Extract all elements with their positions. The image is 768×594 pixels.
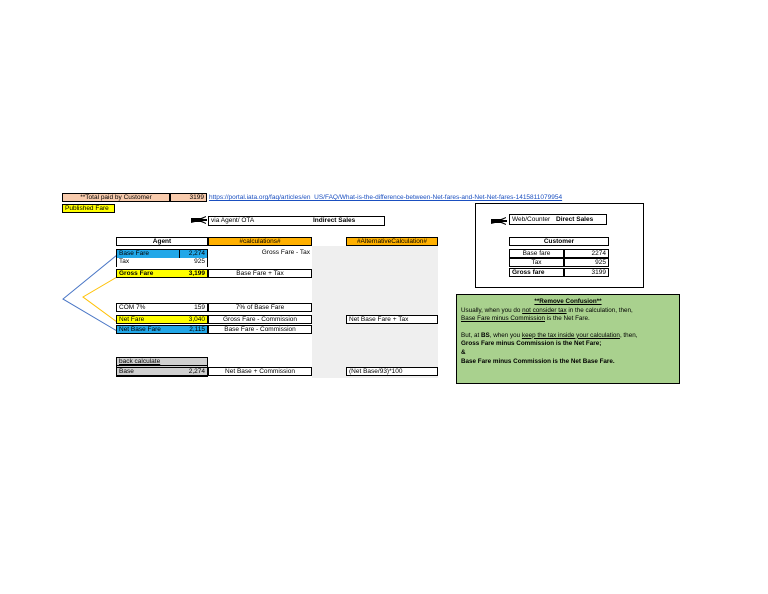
note-ampersand: &: [461, 348, 466, 356]
customer-header: Customer: [509, 237, 609, 246]
back-calc-header: back calculate: [116, 357, 208, 366]
indirect-sales-title: Indirect Sales: [313, 217, 356, 224]
customer-base-fare-value: 2274: [564, 249, 609, 258]
direct-via-label: Web/Counter: [512, 216, 551, 223]
yellow-connector: [83, 277, 117, 322]
net-fare-alt-calc: Net Base Fare + Tax: [346, 315, 438, 324]
back-calc-formula: Net Base + Commission: [208, 367, 312, 376]
gross-fare-label: Gross Fare: [116, 269, 180, 278]
gross-fare-value: 3,199: [180, 269, 208, 278]
agent-header: Agent: [116, 237, 208, 246]
net-fare-value: 3,040: [180, 315, 208, 324]
back-calc-base-value: 2,274: [180, 367, 208, 376]
note-line-4: Gross Fare minus Commission is the Net Fare;: [461, 340, 602, 348]
net-fare-calc: Gross Fare - Commission: [208, 315, 312, 324]
customer-tax-value: 925: [564, 258, 609, 267]
customer-tax-label: Tax: [509, 258, 564, 267]
customer-gross-fare-label: Gross fare: [509, 268, 564, 277]
remove-confusion-note: [456, 294, 680, 384]
alt-calc-background: [312, 246, 438, 378]
direct-sales-box: [509, 214, 607, 225]
base-fare-calc: Gross Fare - Tax: [261, 249, 310, 256]
commission-calc: 7% of Base Fare: [208, 303, 312, 312]
alt-calculation-header: #AlternativeCalculation#: [346, 237, 438, 246]
base-fare-label: Base Fare: [116, 249, 180, 258]
commission-label: COM 7%: [116, 303, 180, 312]
base-fare-value: 2,274: [180, 249, 208, 258]
net-base-fare-label: Net Base Fare: [116, 325, 180, 334]
tax-label: Tax: [116, 258, 180, 267]
direct-sales-title: Direct Sales: [556, 216, 594, 223]
indirect-sales-box: [208, 216, 385, 226]
net-fare-label: Net Fare: [116, 315, 180, 324]
total-paid-value: 3199: [170, 193, 207, 202]
total-paid-label: **Total paid by Customer: [62, 193, 170, 202]
tax-value: 925: [180, 258, 208, 267]
back-calc-alt-formula: (Net Base/93)*100: [346, 367, 438, 376]
customer-gross-fare-value: 3199: [564, 268, 609, 277]
connector-lines: [55, 245, 125, 335]
gross-fare-calc: Base Fare + Tax: [208, 269, 312, 278]
iata-faq-link[interactable]: https://portal.iata.org/faq/articles/en_US/FAQ/What-is-the-difference-between-Net-fares-and-Net-Net-fares-1415811079954: [209, 194, 563, 201]
published-fare-label: Published Fare: [62, 204, 115, 213]
net-base-fare-value: 2,115: [180, 325, 208, 334]
customer-base-fare-label: Base fare: [509, 249, 564, 258]
indirect-via-label: via Agent/ OTA: [211, 217, 255, 224]
note-line-1: Usually, when you do not consider tax in the calculation, then,: [461, 306, 633, 314]
back-calc-base-label: Base: [116, 367, 180, 376]
note-line-3: But, at BS, when you keep the tax inside your calculation, then,: [461, 331, 638, 339]
calculations-header: #calculations#: [208, 237, 312, 246]
net-base-fare-calc: Base Fare - Commission: [208, 325, 312, 334]
commission-value: 159: [180, 303, 208, 312]
note-title: **Remove Confusion**: [534, 298, 602, 305]
note-line-2: Base Fare minus Commission is the Net Fare.: [461, 315, 590, 323]
pointing-hand-icon: [190, 215, 208, 225]
note-line-5: Base Fare minus Commission is the Net Base Fare.: [461, 357, 615, 365]
direct-pointing-hand-icon: [490, 216, 508, 226]
